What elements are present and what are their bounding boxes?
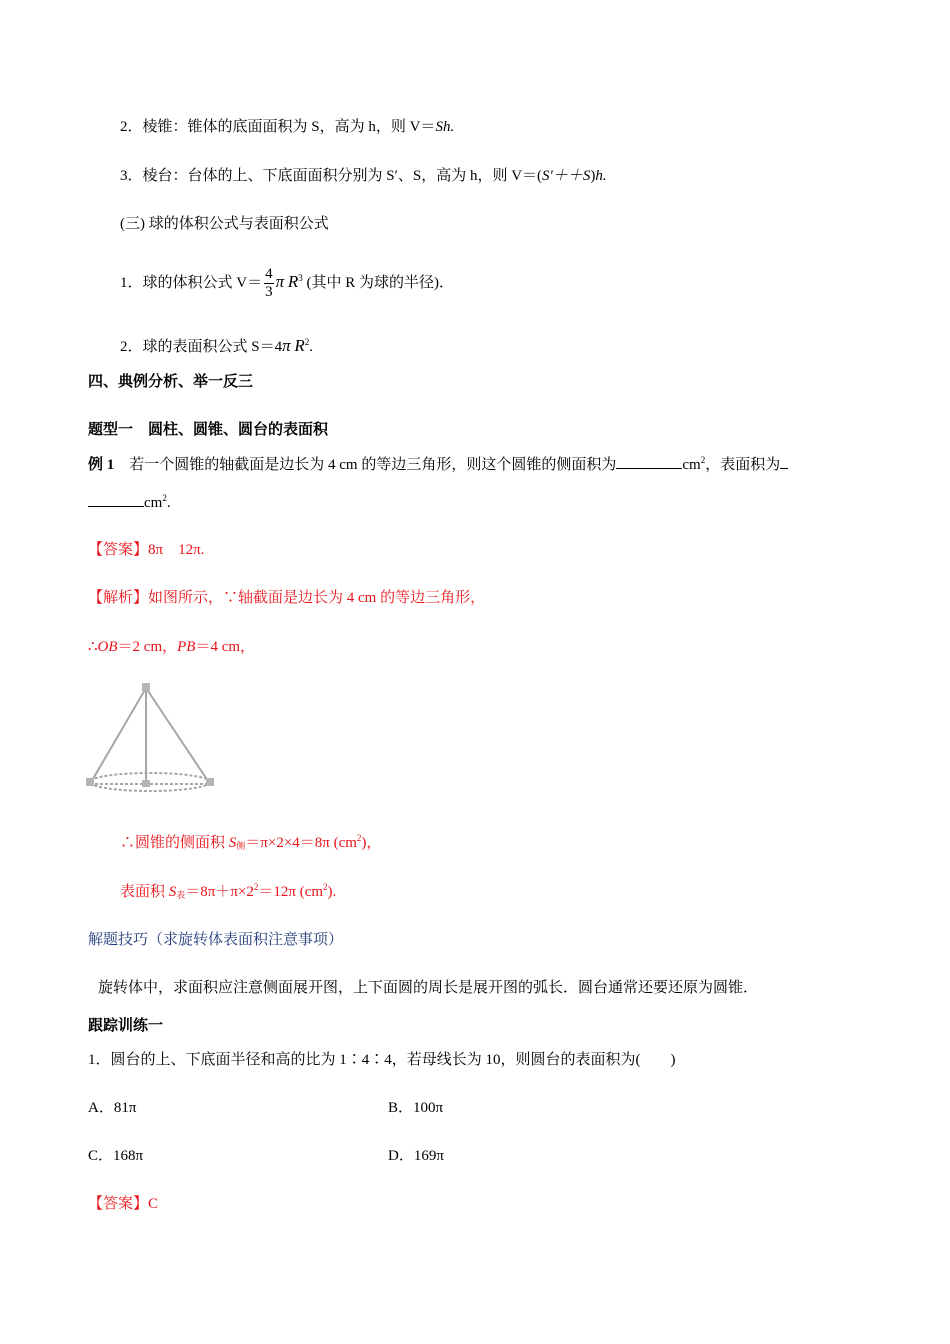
exponent: 2	[253, 882, 259, 892]
solution-tag: 【解析】	[88, 590, 149, 606]
text-segment: )	[590, 168, 596, 184]
option-text: A．81π	[88, 1100, 137, 1116]
sphere-volume-line	[120, 262, 454, 303]
area-symbol: S	[168, 884, 177, 900]
exponent: 2	[304, 337, 310, 347]
subscript: 表	[176, 890, 186, 900]
option-text: B．100π	[388, 1100, 444, 1116]
answer-blank	[616, 454, 682, 469]
exponent: 2	[323, 882, 328, 892]
pi-symbol: π	[282, 336, 291, 355]
fraction	[264, 266, 274, 301]
solution-text: 如图所示，∵轴截面是边长为 4 cm 的等边三角形，	[148, 590, 486, 606]
text-segment: ＝4 cm，	[195, 639, 256, 655]
sphere-area-line	[120, 336, 313, 357]
option-d	[388, 1146, 444, 1166]
text-segment: ＝π×2×4＝8π (cm	[245, 835, 357, 851]
tip-title	[88, 930, 343, 950]
text-segment: )，	[361, 835, 382, 851]
text-segment: (其中 R 为球的半径)．	[302, 275, 455, 291]
option-text: C．168π	[88, 1148, 144, 1164]
text-segment: 2．球的表面积公式 S＝4	[120, 339, 283, 355]
formula: Sh.	[435, 119, 455, 135]
option-text: D．169π	[388, 1148, 444, 1164]
answer-tag: 【答案】	[88, 1196, 149, 1212]
text-segment: .	[309, 339, 314, 355]
text-segment: ).	[327, 884, 337, 900]
option-b	[388, 1098, 443, 1118]
text-segment: 3．棱台：台体的上、下底面面积分别为 S′、S，高为 h，则 V＝(	[120, 168, 543, 184]
answer-text: C	[148, 1196, 159, 1212]
unit: cm	[682, 457, 701, 473]
solution-line-1	[88, 588, 485, 608]
text-segment: ＝2 cm，	[117, 639, 178, 655]
answer-text: 8π 12π.	[148, 542, 205, 558]
text-segment: 解题技巧（求旋转体表面积注意事项）	[88, 932, 344, 948]
question-1	[88, 1050, 676, 1070]
practice-heading	[88, 1016, 163, 1036]
text-segment: ，表面积为	[705, 457, 781, 473]
text-segment: (三) 球的体积公式与表面积公式	[120, 216, 329, 232]
area-symbol: S	[228, 835, 237, 851]
pi-symbol: π	[275, 272, 285, 291]
cone-figure	[86, 680, 216, 796]
exponent: 3	[298, 273, 303, 283]
segment-symbol: OB	[97, 639, 118, 655]
surface-area-line	[120, 882, 336, 902]
exponent: 2	[162, 493, 167, 503]
exponent: 2	[700, 455, 706, 465]
text-segment: 跟踪训练一	[88, 1018, 164, 1034]
text-segment: 旋转体中，求面积应注意侧面展开图，上下面圆的周长是展开图的弧长．圆台通常还要还原为圆锥．	[98, 980, 759, 996]
text-segment: 表面积	[120, 884, 169, 900]
fraction-numerator: 4	[265, 266, 273, 283]
problem-type-heading	[88, 420, 328, 440]
text-segment: ∴圆锥的侧面积	[120, 835, 229, 851]
section-heading-examples	[88, 372, 253, 392]
text-segment: 四、典例分析、举一反三	[88, 374, 254, 390]
subscript: 侧	[236, 841, 246, 851]
answer-blank	[780, 454, 788, 469]
fraction-denominator: 3	[265, 284, 273, 301]
radius-symbol: R	[294, 336, 305, 355]
segment-symbol: PB	[177, 639, 196, 655]
question-text: 1．圆台的上、下底面半径和高的比为 1∶4∶4，若母线长为 10，则圆台的表面积为( )	[88, 1052, 676, 1068]
text-segment: 若一个圆锥的轴截面是边长为 4 cm 的等边三角形，则这个圆锥的侧面积为	[114, 457, 617, 473]
text-segment: 2．棱锥：锥体的底面面积为 S，高为 h，则 V＝	[120, 119, 436, 135]
example-1-line-2	[88, 492, 171, 513]
text-segment: .	[166, 495, 171, 511]
answer-2	[88, 1194, 158, 1214]
option-c	[88, 1146, 143, 1166]
text-segment: ＝12π (cm	[258, 884, 324, 900]
section-heading-sphere	[120, 214, 329, 234]
text-segment: 题型一 圆柱、圆锥、圆台的表面积	[88, 422, 329, 438]
radius-symbol: R	[287, 272, 299, 291]
solution-line-2	[88, 637, 255, 657]
answer-blank	[88, 492, 144, 507]
lateral-area-line	[120, 833, 381, 853]
answer-1	[88, 540, 204, 560]
frustum-volume-line	[120, 166, 607, 186]
formula: S′＋＋S	[542, 168, 591, 184]
formula: h.	[595, 168, 607, 184]
text-segment: 1．球的体积公式 V＝	[120, 275, 263, 291]
option-a	[88, 1098, 136, 1118]
text-segment: ＝8π＋π×2	[185, 884, 254, 900]
answer-tag: 【答案】	[88, 542, 149, 558]
tip-text	[98, 978, 758, 998]
example-label: 例 1	[88, 457, 115, 473]
pyramid-volume-line	[120, 117, 454, 137]
example-1-line-1	[88, 454, 788, 475]
text-segment: ∴	[88, 639, 98, 655]
exponent: 2	[356, 833, 362, 843]
unit: cm	[144, 495, 163, 511]
